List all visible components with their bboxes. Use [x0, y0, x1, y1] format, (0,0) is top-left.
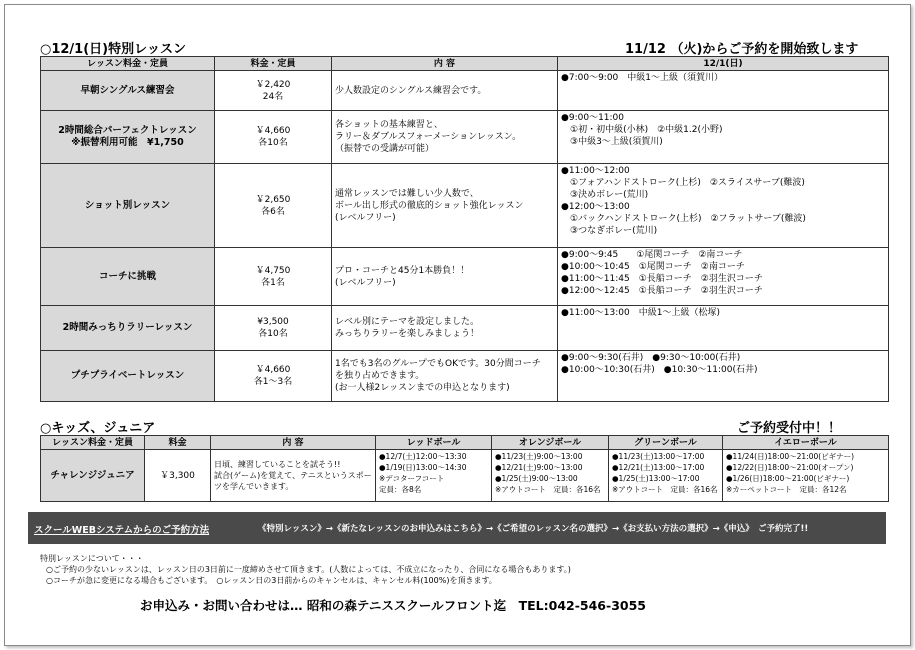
special-booking-notice: 11/12 （火)からご予約を開始致します	[625, 42, 859, 57]
contact-info: お申込み・お問い合わせは… 昭和の森テニススクールフロント迄 TEL:042-546-3055	[140, 598, 646, 613]
special-lesson-row	[41, 248, 889, 306]
lesson-fee: ￥4,660 各1～3名	[215, 351, 332, 402]
lesson-schedule: ●11:00～12:00 ①フォアハンドストローク(上杉) ②スライスサーブ(難波) ③決めボレー(荒川) ●12:00～13:00 ①バックハンドストローク(上杉) ②フラットサーブ(難波) ③つなぎボレー(荒川)	[558, 164, 889, 248]
lesson-schedule: ●9:00～9:30(石井) ●9:30～10:00(石井) ●10:00～10:30(石井) ●10:30～11:00(石井)	[558, 351, 889, 402]
lesson-schedule: ●7:00～9:00 中級1～上級（須賀川）	[558, 71, 889, 111]
special-lesson-table	[40, 56, 889, 402]
lesson-fee: ¥3,500 各10名	[215, 306, 332, 351]
kids-header-content: 内 容	[211, 436, 376, 450]
lesson-description: プロ・コーチと45分1本勝負！！ (レベルフリー)	[332, 248, 558, 306]
web-booking-bar	[28, 512, 886, 544]
special-lesson-row	[41, 164, 889, 248]
kids-header-orange: オレンジボール	[492, 436, 609, 450]
special-lesson-title: ○12/1(日)特別レッスン	[40, 42, 186, 57]
kids-header-fee: 料金	[145, 436, 211, 450]
lesson-description: 少人数設定のシングルス練習会です。	[332, 71, 558, 111]
kids-orange-ball-schedule: ●11/23(土)9:00～13:00 ●12/21(土)9:00～13:00 ●1/25(土)9:00～13:00 ※アウトコート 定員：各16名	[492, 450, 609, 502]
kids-row	[41, 450, 889, 502]
lesson-name: ショット別レッスン	[41, 164, 215, 248]
kids-lesson-name: チャレンジジュニア	[41, 450, 145, 502]
notes-line-2: ○コーチが急に変更になる場合もございます。 ○レッスン日の3日前からのキャンセルは、キャンセル料(100%)を頂きます。	[46, 576, 497, 585]
kids-red-ball-schedule: ●12/7(土)12:00～13:30 ●1/19(日)13:00～14:30 ※デコターフコート 定員：各8名	[376, 450, 492, 502]
lesson-schedule: ●11:00～13:00 中級1～上級（松塚)	[558, 306, 889, 351]
special-lesson-row	[41, 71, 889, 111]
lesson-description: レベル別にテーマを設定しました。 みっちりラリーを楽しみましょう！	[332, 306, 558, 351]
lesson-schedule: ●9:00～9:45 ①尾関コーチ ②南コーチ ●10:00～10:45 ①尾関コーチ ②南コーチ ●11:00～11:45 ①長船コーチ ②羽生沢コーチ ●12:00～12:45 ①長船コーチ ②羽生沢コーチ	[558, 248, 889, 306]
kids-lesson-table	[40, 435, 889, 502]
kids-header-yellow: イエローボール	[723, 436, 889, 450]
kids-header-red: レッドボール	[376, 436, 492, 450]
notes-line-1: ○ご予約の少ないレッスンは、レッスン日の3日前に一度締めさせて頂きます。(人数によっては、不成立になったり、合同になる場合もあります。)	[46, 565, 571, 574]
kids-header-lesson: レッスン料金・定員	[41, 436, 145, 450]
kids-header-row	[41, 436, 889, 450]
lesson-description: 各ショットの基本練習と、 ラリー＆ダブルスフォーメーションレッスン。 （振替での受講が可能）	[332, 111, 558, 164]
header-lesson: レッスン料金・定員	[41, 57, 215, 71]
kids-lesson-fee: ￥3,300	[145, 450, 211, 502]
lesson-schedule: ●9:00～11:00 ①初・初中級(小林) ②中級1.2(小野) ③中級3～上級(須賀川)	[558, 111, 889, 164]
lesson-name: 早朝シングルス練習会	[41, 71, 215, 111]
lesson-fee: ￥2,650 各6名	[215, 164, 332, 248]
lesson-description: 1名でも3名のグループでもOKです。30分間コーチ を独り占めできます。 (お一人様2レッスンまでの申込となります)	[332, 351, 558, 402]
kids-booking-notice: ご予約受付中！！	[737, 421, 842, 436]
header-date: 12/1(日)	[558, 57, 889, 71]
special-lesson-row	[41, 111, 889, 164]
kids-lesson-desc: 日頃、練習していることを試そう!! 試合(ゲーム)を覚えて、テニスというスポー ツを学んでいきます。	[211, 450, 376, 502]
lesson-description: 通常レッスンでは難しい少人数で、 ボール出し形式の徹底的ショット強化レッスン (レベルフリー)	[332, 164, 558, 248]
special-header-row	[41, 57, 889, 71]
kids-yellow-ball-schedule: ●11/24(日)18:00～21:00(ビギナー) ●12/22(日)18:00～21:00(オープン) ●1/26(日)18:00～21:00(ビギナー) ※カーペットコート 定員：各12名	[723, 450, 889, 502]
kids-section-title: ○キッズ、ジュニア	[40, 421, 156, 436]
lesson-name: 2時間みっちりラリーレッスン	[41, 306, 215, 351]
web-booking-steps: 《特別レッスン》→《新たなレッスンのお申込みはこちら》→《ご希望のレッスン名の選択》→《お支払い方法の選択》→《申込》 ご予約完了!!	[258, 524, 809, 534]
special-lesson-row	[41, 306, 889, 351]
special-lesson-row	[41, 351, 889, 402]
header-content: 内 容	[332, 57, 558, 71]
lesson-fee: ￥4,750 各1名	[215, 248, 332, 306]
header-fee: 料金・定員	[215, 57, 332, 71]
web-booking-title: スクールWEBシステムからのご予約方法	[34, 525, 210, 536]
notes-heading: 特別レッスンについて・・・	[40, 554, 144, 563]
kids-header-green: グリーンボール	[609, 436, 723, 450]
lesson-name: 2時間総合パーフェクトレッスン ※振替利用可能 ¥1,750	[41, 111, 215, 164]
kids-green-ball-schedule: ●11/23(土)13:00～17:00 ●12/21(土)13:00～17:00 ●1/25(土)13:00～17:00 ※アウトコート 定員：各16名	[609, 450, 723, 502]
lesson-name: コーチに挑戦	[41, 248, 215, 306]
lesson-name: プチプライベートレッスン	[41, 351, 215, 402]
lesson-fee: ￥4,660 各10名	[215, 111, 332, 164]
lesson-fee: ￥2,420 24名	[215, 71, 332, 111]
